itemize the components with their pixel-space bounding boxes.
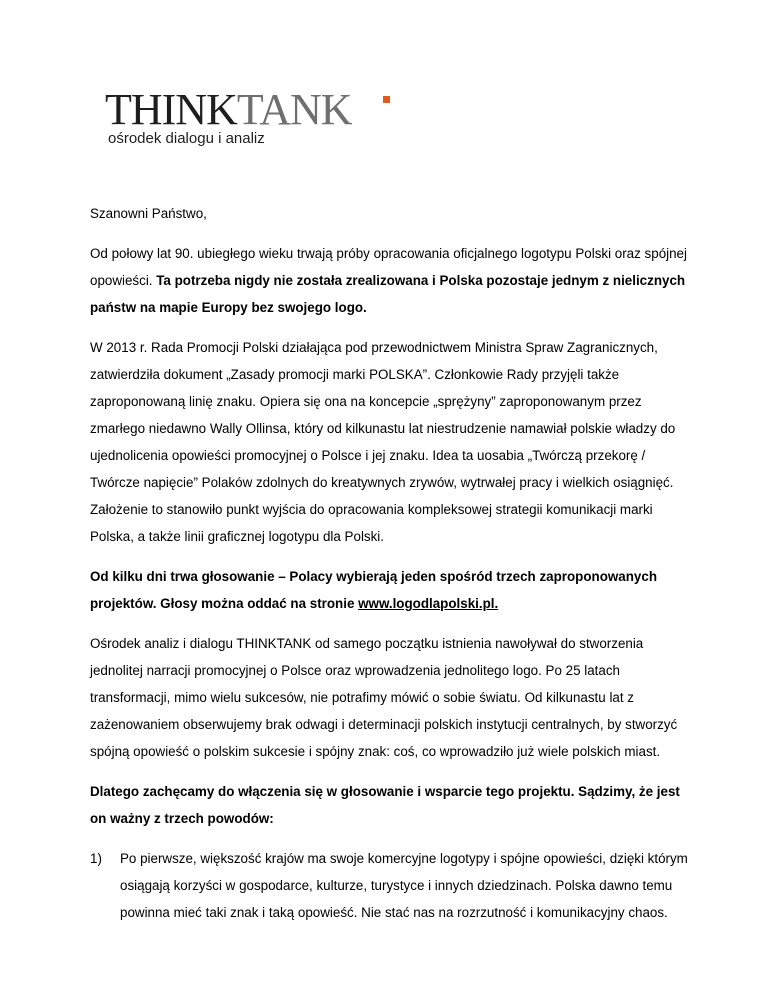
paragraph-4: Ośrodek analiz i dialogu THINKTANK od samego początku istnienia nawoływał do stworzenia jednolitej narracji promocyjnej o Polsce oraz wprowadzenia jednolitego logo. Po 25 latach transformacji, mimo wielu sukcesów, nie potrafimy mówić o sobie światu. Od kilkunastu lat z zażenowaniem obserwujemy brak odwagi i determinacji polskich instytucji centralnych, by stworzyć spójną opowieść o polskim sukcesie i spójny znak: coś, co wprowadziło już wiele polskich miast.: [90, 636, 678, 759]
paragraph-1-bold: Ta potrzeba nigdy nie została zrealizowana i Polska pozostaje jednym z nielicznych państw na mapie Europy bez swojego logo.: [90, 273, 686, 315]
paragraph-1: [90, 240, 690, 321]
logo-tagline: ośrodek dialogu i analiz: [108, 130, 265, 147]
reasons-list: [90, 845, 690, 926]
thinktank-logo: [105, 85, 405, 148]
logo-think: THINK: [105, 85, 237, 134]
logodlapolski-link[interactable]: www.logodlapolski.pl.: [358, 596, 499, 611]
letter-body: [90, 200, 690, 926]
paragraph-5: [90, 778, 690, 832]
paragraph-5-bold: Dlatego zachęcamy do włączenia się w głosowanie i wsparcie tego projektu. Sądzimy, że jest on ważny z trzech powodów:: [90, 784, 680, 826]
paragraph-2: W 2013 r. Rada Promocji Polski działająca pod przewodnictwem Ministra Spraw Zagranicznych, zatwierdziła dokument „Zasady promocji marki POLSKA”. Członkowie Rady przyjęli także zaproponowaną linię znaku. Opiera się ona na koncepcie „sprężyny” zaproponowanym przez zmarłego niedawno Wally Ollinsa, który od kilkunastu lat niestrudzenie namawiał polskie władzy do ujednolicenia opowieści promocyjnej o Polsce i jej znaku. Idea ta uosabia „Twórczą przekorę / Twórcze napięcie” Polaków zdolnych do kreatywnych zrywów, wytrwałej pracy i wielkich osiągnięć. Założenie to stanowiło punkt wyjścia do opracowania kompleksowej strategii komunikacji marki Polska, a także linii graficznej logotypu dla Polski.: [90, 340, 676, 544]
logo-accent-square-icon: [383, 96, 390, 103]
paragraph-3-bold: Od kilku dni trwa głosowanie – Polacy wybierają jeden spośród trzech zaproponowanych projektów. Głosy można oddać na stronie: [90, 569, 658, 611]
list-item-number: 1): [90, 851, 102, 866]
list-item-text: Po pierwsze, większość krajów ma swoje komercyjne logotypy i spójne opowieści, dzięki którym osiągają korzyści w gospodarce, kulturze, turystyce i innych dziedzinach. Polska dawno temu powinna mieć taki znak i taką opowieść. Nie stać nas na rozrzutność i komunikacyjny chaos.: [120, 851, 688, 920]
list-item: [90, 845, 690, 926]
greeting: Szanowni Państwo,: [90, 206, 207, 221]
paragraph-3: [90, 563, 690, 617]
logo-wordmark: [105, 85, 352, 134]
logo-tank: TANK: [236, 85, 352, 134]
paragraph-1-text: Od połowy lat 90. ubiegłego wieku trwają próby opracowania oficjalnego logotypu Polski oraz spójnej opowieści.: [90, 246, 687, 288]
